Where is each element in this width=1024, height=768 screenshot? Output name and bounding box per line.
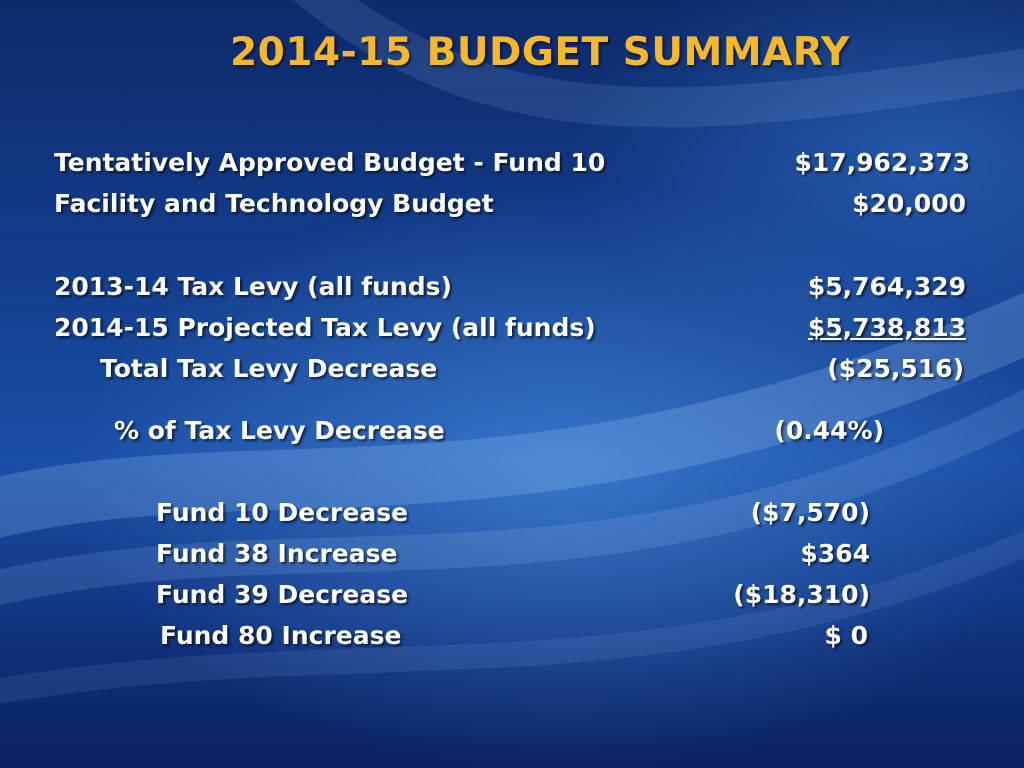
- fund39-value: ($18,310): [733, 580, 870, 609]
- levy-2013-label: 2013-14 Tax Levy (all funds): [54, 272, 452, 301]
- total-decrease-value: ($25,516): [827, 354, 964, 383]
- fund80-value: $ 0: [824, 621, 868, 650]
- levy-2013-value: $5,764,329: [807, 272, 966, 301]
- fund10-value: ($7,570): [750, 498, 870, 527]
- facility-budget-label: Facility and Technology Budget: [54, 189, 494, 218]
- tentative-budget-label: Tentatively Approved Budget - Fund 10: [54, 148, 606, 177]
- pct-decrease-value: (0.44%): [774, 416, 884, 445]
- fund38-label: Fund 38 Increase: [156, 539, 398, 568]
- levy-2014-value: $5,738,813: [807, 313, 966, 342]
- levy-2014-label: 2014-15 Projected Tax Levy (all funds): [54, 313, 596, 342]
- total-decrease-label: Total Tax Levy Decrease: [100, 354, 438, 383]
- fund38-value: $364: [800, 539, 870, 568]
- page-title: 2014-15 BUDGET SUMMARY: [230, 30, 850, 75]
- fund39-label: Fund 39 Decrease: [156, 580, 409, 609]
- facility-budget-value: $20,000: [852, 189, 966, 218]
- tentative-budget-value: $17,962,373: [794, 148, 970, 177]
- fund80-label: Fund 80 Increase: [160, 621, 402, 650]
- pct-decrease-label: % of Tax Levy Decrease: [114, 416, 445, 445]
- fund10-label: Fund 10 Decrease: [156, 498, 409, 527]
